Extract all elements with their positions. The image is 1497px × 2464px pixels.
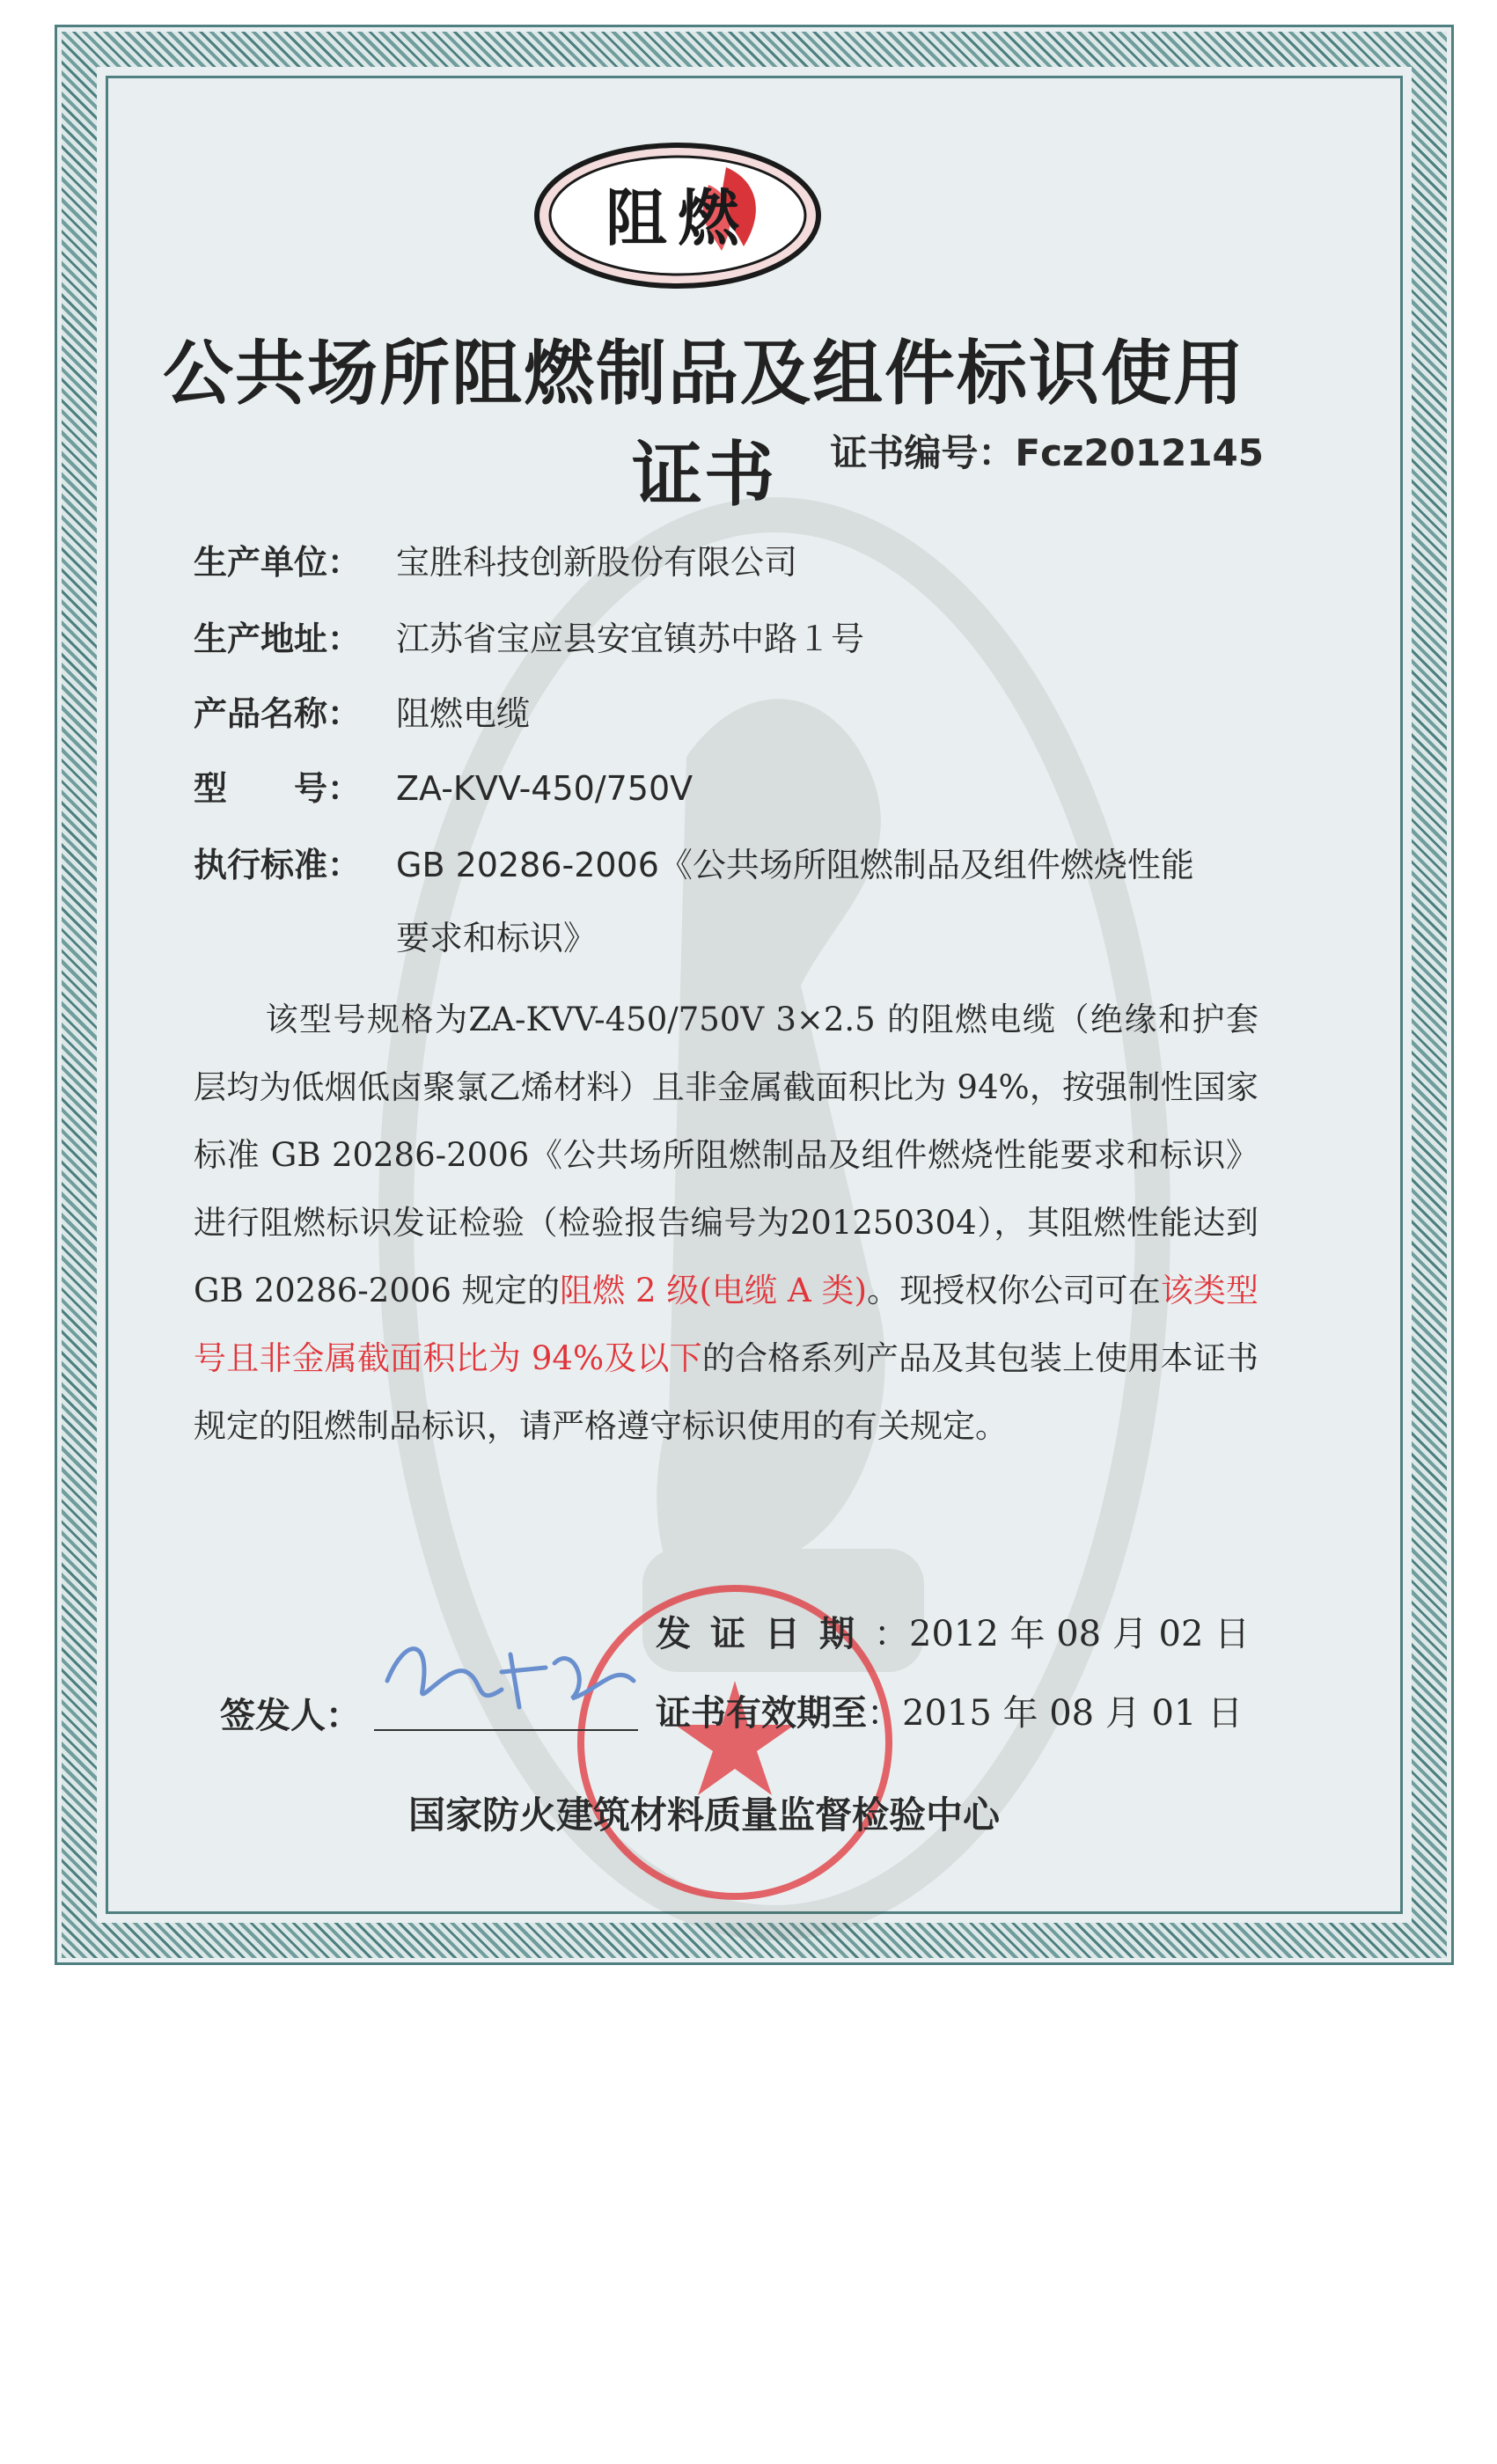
body-text-3: 的合格系列产品及其包装上使用本证书规定的阻燃制品标识，请严格遵守标识使用的有关规定。 (194, 1339, 1259, 1445)
issuing-organization: 国家防火建筑材料质量监督检验中心 (407, 1793, 1000, 1837)
model-row (194, 761, 693, 810)
address-value: 江苏省宝应县安宜镇苏中路１号 (396, 620, 865, 658)
manufacturer-label: 生产单位： (194, 543, 362, 582)
issue-date (656, 1606, 1250, 1656)
manufacturer-value: 宝胜科技创新股份有限公司 (396, 543, 798, 582)
signature-line (374, 1729, 638, 1731)
body-text-1: 该型号规格为ZA-KVV-450/750V 3×2.5 的阻燃电缆（绝缘和护套层均为低烟低卤聚氯乙烯材料）且非金属截面积比为 94%，按强制性国家标准 GB 20286-2006《公共场所阻燃制品及组件燃烧性能要求和标识》进行阻燃标识发证检验（检验报告编号为201250304），其阻燃性能达到 GB 20286-2006 规定的 (194, 1001, 1259, 1309)
logo-text: 阻燃 (605, 182, 750, 254)
manufacturer-row (194, 535, 797, 583)
page-title: 公共场所阻燃制品及组件标识使用证书 (163, 333, 1245, 516)
product-label: 产品名称： (194, 694, 362, 733)
issue-date-label: 发证日期 (656, 1614, 874, 1654)
handwritten-signature (370, 1610, 660, 1725)
address-label: 生产地址： (194, 620, 362, 658)
standard-label: 执行标准： (194, 846, 362, 884)
expiry-date (656, 1685, 1243, 1735)
address-row (194, 612, 864, 660)
certificate-number (830, 424, 1264, 477)
standard-title-part1: 《公共场所阻燃制品及组件燃烧性能 (658, 846, 1194, 884)
certificate-body (194, 986, 1259, 1460)
model-label: 型 号： (194, 769, 362, 808)
model-value: ZA-KVV-450/750V (396, 769, 693, 808)
issue-date-value: ：2012 年 08 月 02 日 (874, 1614, 1251, 1654)
cert-no-value: Fcz2012145 (1015, 431, 1264, 474)
expiry-date-value: ：2015 年 08 月 01 日 (867, 1693, 1244, 1734)
standard-code: GB 20286-2006 (396, 846, 659, 884)
issuer-label: 签发人： (220, 1696, 361, 1736)
standard-row (194, 838, 1194, 886)
body-highlight-scope: 该类型号且非金属截面积比为 94%及以下 (194, 1272, 1259, 1377)
standard-title-part2: 要求和标识》 (396, 919, 598, 957)
body-text-2: 。现授权你公司可在 (867, 1272, 1161, 1309)
flame-retardant-logo (528, 132, 827, 295)
product-value: 阻燃电缆 (396, 694, 531, 733)
product-row (194, 686, 530, 735)
cert-no-label: 证书编号： (830, 431, 1016, 474)
body-highlight-grade: 阻燃 2 级(电缆 A 类) (560, 1272, 868, 1309)
expiry-date-label: 证书有效期至 (656, 1693, 867, 1734)
